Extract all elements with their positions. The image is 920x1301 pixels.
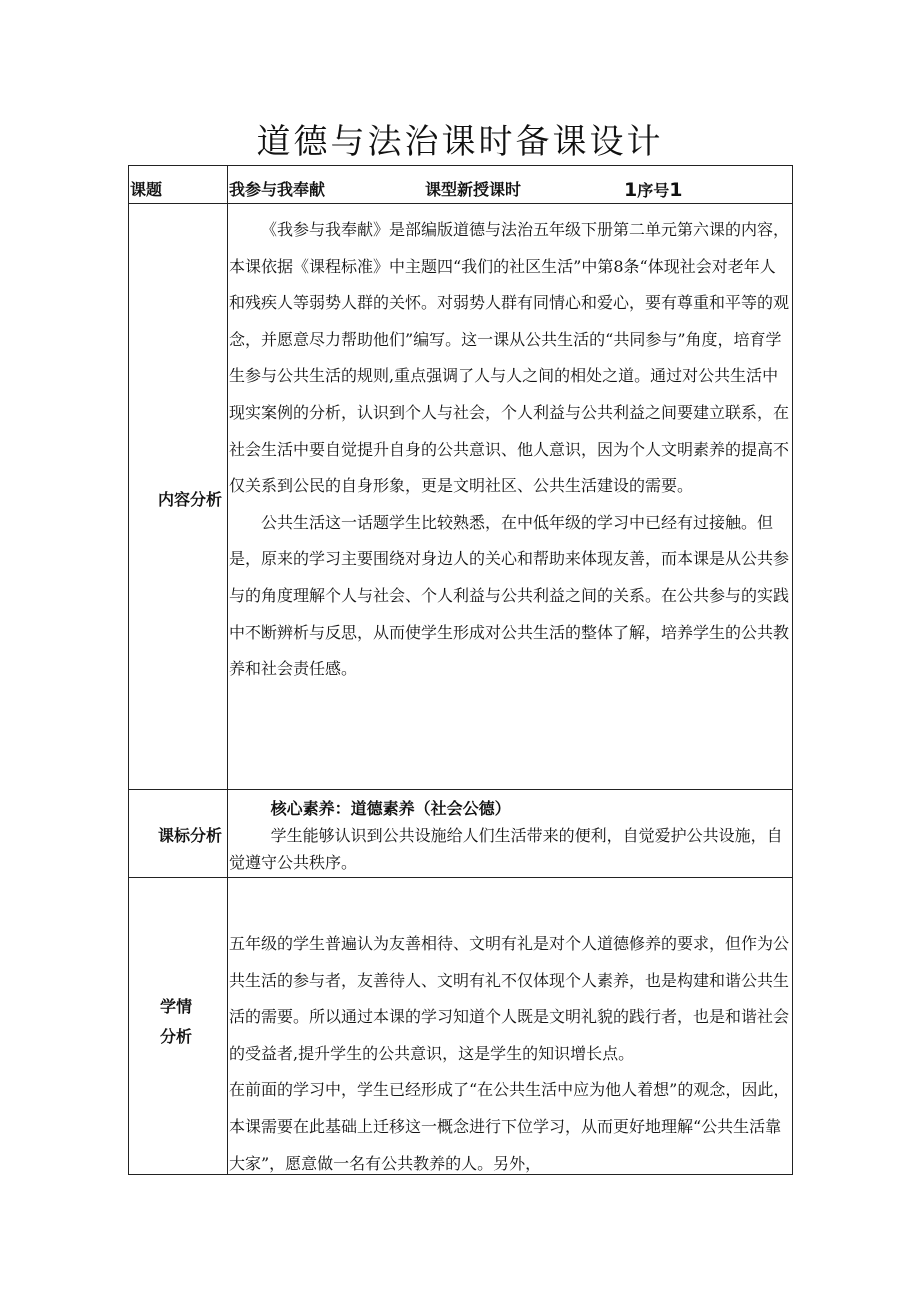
lesson-type: 课型新授课时 — [425, 180, 522, 199]
seq-label: 序号 — [637, 181, 670, 200]
student-paragraph: 在前面的学习中，学生已经形成了“在公共生活中应为他人着想”的观念，因此，本课需要在此基础上迁移这一概念进行下位学习，从而更好地理解“公共生活靠大家”，愿意做一名有公共教养的人。另外， — [229, 1080, 790, 1173]
table-divider-column — [227, 165, 228, 1175]
period-value: 1 — [624, 179, 638, 201]
content-analysis-label: 内容分析 — [158, 490, 223, 509]
student-paragraph: 五年级的学生普遍认为友善相待、文明有礼是对个人道德修养的要求，但作为公共生活的参与者，友善待人、文明有礼不仅体现个人素养，也是构建和谐公共生活的需要。所以通过本课的学习知道个人既是文明礼貌的践行者，也是和谐社会的受益者,提升学生的公共意识，这是学生的知识增长点。 — [229, 934, 790, 1063]
topic-label: 课题 — [130, 180, 163, 199]
lesson-meta — [624, 178, 682, 203]
student-label-line1: 学情 — [160, 997, 193, 1016]
standard-analysis-label: 课标分析 — [158, 826, 223, 845]
standard-analysis-body — [229, 795, 790, 876]
seq-value: 1 — [669, 179, 683, 201]
content-paragraph: 《我参与我奉献》是部编版道德与法治五年级下册第二单元第六课的内容，本课依据《课程标准》中主题四“我们的社区生活”中第8条“体现社会对老年人和残疾人等弱势人群的关怀。对弱势人群有同情心和爱心，要有尊重和平等的观念，并愿意尽力帮助他们”编写。这一课从公共生活的“共同参与”角度，培育学生参与公共生活的规则,重点强调了人与人之间的相处之道。通过对公共生活中现实案例的分析，认识到个人与社会，个人利益与公共利益之间要建立联系，在社会生活中要自觉提升自身的公共意识、他人意识，因为个人文明素养的提高不仅关系到公民的自身形象，更是文明社区、公共生活建设的需要。 — [229, 220, 790, 496]
table-border-left — [128, 165, 129, 1175]
content-paragraph: 公共生活这一话题学生比较熟悉，在中低年级的学习中已经有过接触。但是，原来的学习主要围绕对身边人的关心和帮助来体现友善，而本课是从公共参与的角度理解个人与社会、个人利益与公共利益之间的关系。在公共参与的实践中不断辨析与反思，从而使学生形成对公共生活的整体了解，培养学生的公共教养和社会责任感。 — [229, 512, 790, 679]
table-border-right — [792, 165, 793, 1175]
content-analysis-body — [229, 212, 790, 688]
student-label-line2: 分析 — [160, 1027, 193, 1046]
core-literacy: 核心素养：道德素养（社会公德） — [270, 799, 511, 818]
page-title: 道德与法治课时备课设计 — [256, 122, 664, 162]
student-analysis-label — [160, 992, 192, 1052]
topic-value: 我参与我奉献 — [229, 180, 326, 199]
student-analysis-body — [229, 926, 790, 1182]
standard-text: 学生能够认识到公共设施给人们生活带来的便利，自觉爱护公共设施，自觉遵守公共秩序。 — [229, 826, 783, 872]
